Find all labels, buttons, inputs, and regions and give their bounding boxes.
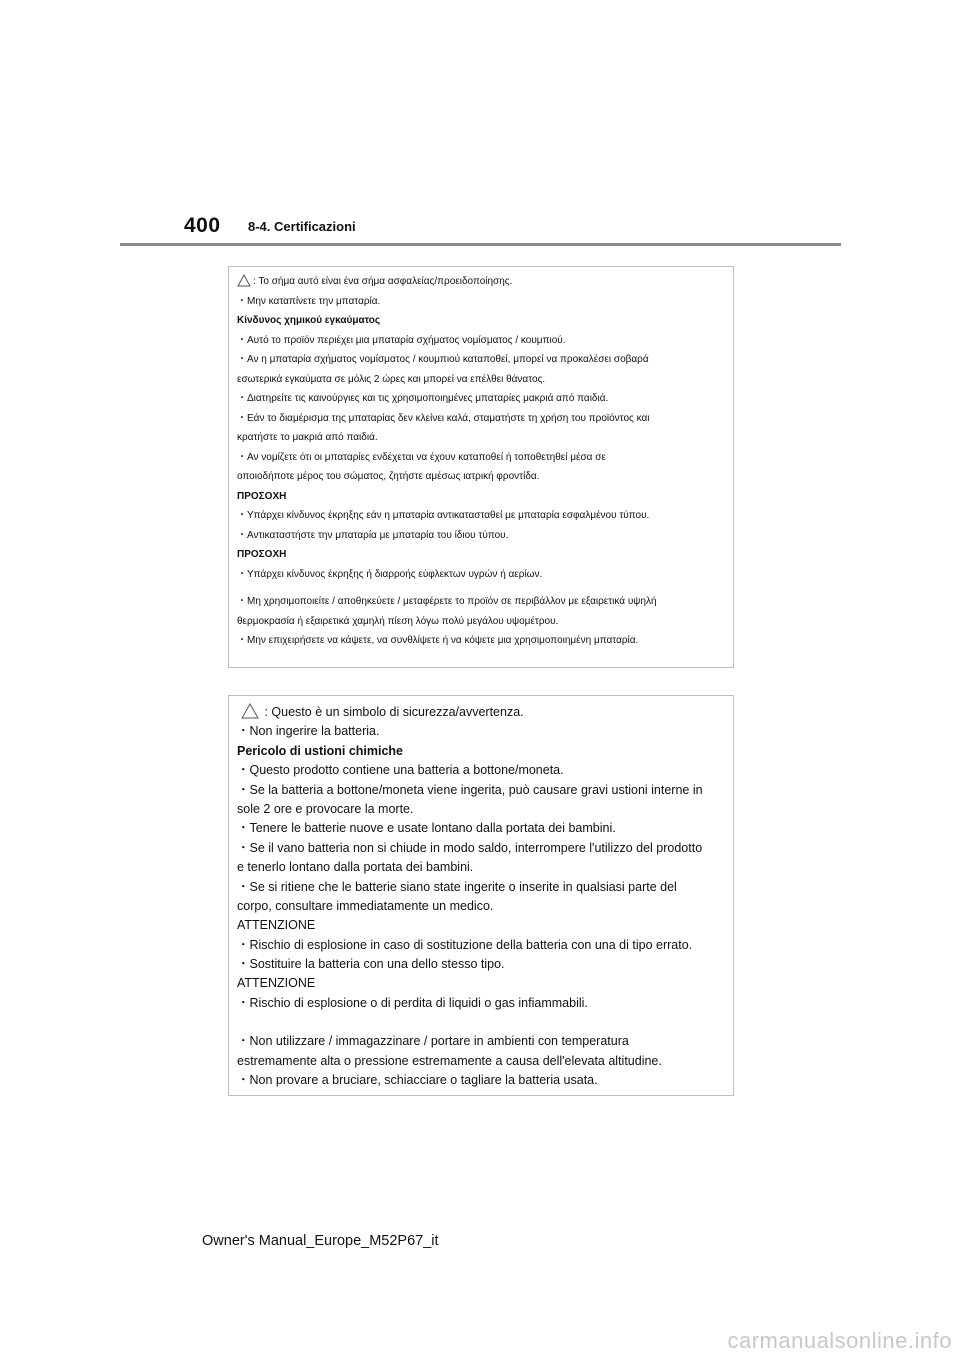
italian-line: ・Se il vano batteria non si chiude in modo saldo, interrompere l'utilizzo del prodotto — [237, 840, 703, 855]
greek-line: ・Αυτό το προϊόν περιέχει μια μπαταρία σχήματος νομίσματος / κουμπιού. — [237, 334, 566, 346]
greek-line: ・Εάν το διαμέρισμα της μπαταρίας δεν κλείνει καλά, σταματήστε τη χρήση του προϊόντος και — [237, 412, 650, 424]
italian-line: ・Se si ritiene che le batterie siano state ingerite o inserite in qualsiasi parte del — [237, 879, 677, 894]
italian-line: ・Questo prodotto contiene una batteria a bottone/moneta. — [237, 763, 564, 778]
watermark: carmanualsonline.info — [727, 1328, 952, 1353]
greek-line: ・Αν η μπαταρία σχήματος νομίσματος / κουμπιού καταποθεί, μπορεί να προκαλέσει σοβαρά — [237, 354, 649, 365]
italian-intro-text: : Questo è un simbolo di sicurezza/avvertenza. — [261, 705, 524, 719]
greek-line: ・Υπάρχει κίνδυνος έκρηξης ή διαρροής εύφλεκτων υγρών ή αερίων. — [237, 568, 543, 580]
greek-line: εσωτερικά εγκαύματα σε μόλις 2 ώρες και μπορεί να επέλθει θάνατος. — [237, 373, 546, 385]
warning-triangle-icon — [241, 703, 259, 719]
greek-line: θερμοκρασία ή εξαιρετικά χαμηλή πίεση λόγω πολύ μεγάλου υψομέτρου. — [237, 615, 559, 627]
italian-heading: ATTENZIONE — [237, 976, 316, 991]
greek-line: ・Μην επιχειρήσετε να κάψετε, να συνθλίψετε ή να κόψετε μια χρησιμοποιημένη μπαταρία. — [237, 635, 639, 646]
italian-line: e tenerlo lontano dalla portata dei bambini. — [237, 860, 474, 875]
greek-line: ・Μην καταπίνετε την μπαταρία. — [237, 295, 381, 307]
italian-line: corpo, consultare immediatamente un medico. — [237, 898, 494, 913]
italian-line: ・Non ingerire la batteria. — [237, 724, 380, 739]
italian-line: ・Rischio di esplosione o di perdita di liquidi o gas infiammabili. — [237, 995, 588, 1010]
italian-line: ・Se la batteria a bottone/moneta viene ingerita, può causare gravi ustioni interne in — [237, 782, 703, 797]
italian-heading: ATTENZIONE — [237, 918, 316, 933]
greek-warning-box — [228, 266, 734, 668]
greek-intro-text: : Το σήμα αυτό είναι ένα σήμα ασφαλείας/προειδοποίησης. — [253, 276, 513, 287]
italian-warning-box — [228, 695, 734, 1096]
greek-line: κρατήστε το μακριά από παιδιά. — [237, 432, 378, 443]
greek-spacer — [237, 584, 725, 592]
italian-line: ・Tenere le batterie nuove e usate lontano dalla portata dei bambini. — [237, 821, 616, 836]
header-rule — [120, 243, 841, 246]
greek-heading: ΠΡΟΣΟΧΗ — [237, 490, 287, 502]
section-title: 8-4. Certificazioni — [248, 219, 356, 234]
italian-line: sole 2 ore e provocare la morte. — [237, 801, 414, 816]
greek-line: ・Αντικαταστήστε την μπαταρία με μπαταρία του ίδιου τύπου. — [237, 529, 509, 541]
italian-spacer — [237, 1013, 725, 1032]
italian-line: ・Sostituire la batteria con una dello stesso tipo. — [237, 957, 505, 972]
italian-line: ・Non utilizzare / immagazzinare / portare in ambienti con temperatura — [237, 1034, 629, 1049]
greek-line: οποιοδήποτε μέρος του σώματος, ζητήστε αμέσως ιατρική φροντίδα. — [237, 471, 540, 482]
italian-line: ・Rischio di esplosione in caso di sostituzione della batteria con una di tipo errato. — [237, 937, 693, 952]
page-number: 400 — [184, 214, 221, 237]
greek-line: ・Αν νομίζετε ότι οι μπαταρίες ενδέχεται να έχουν καταποθεί ή τοποθετηθεί μέσα σε — [237, 451, 606, 463]
greek-intro-line — [237, 272, 725, 292]
italian-line: estremamente alta o pressione estremamente a causa dell'elevata altitudine. — [237, 1053, 662, 1068]
italian-intro-line — [237, 703, 725, 722]
greek-line: ・Υπάρχει κίνδυνος έκρηξης εάν η μπαταρία αντικατασταθεί με μπαταρία εσφαλμένου τύπου. — [237, 510, 650, 521]
italian-line: ・Non provare a bruciare, schiacciare o tagliare la batteria usata. — [237, 1073, 598, 1088]
italian-heading: Pericolo di ustioni chimiche — [237, 743, 404, 758]
greek-heading: ΠΡΟΣΟΧΗ — [237, 549, 287, 560]
footer-manual-id: Owner's Manual_Europe_M52P67_it — [202, 1233, 439, 1249]
greek-line: ・Μη χρησιμοποιείτε / αποθηκεύετε / μεταφέρετε το προϊόν σε περιβάλλον με εξαιρετικά υψηλή — [237, 596, 657, 607]
greek-heading: Κίνδυνος χημικού εγκαύματος — [237, 315, 381, 326]
greek-line: ・Διατηρείτε τις καινούργιες και τις χρησιμοποιημένες μπαταρίες μακριά από παιδιά. — [237, 393, 609, 404]
warning-triangle-icon — [237, 274, 251, 287]
